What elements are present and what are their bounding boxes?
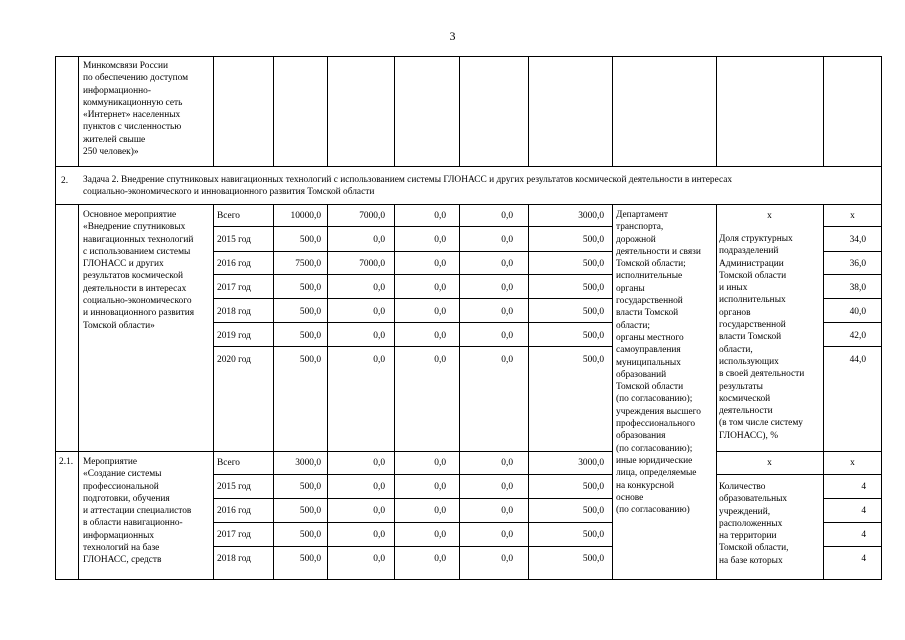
column-divider [612,204,613,580]
indicator-value: 42,0 [849,331,866,341]
year-cell: Всего [217,458,240,468]
indicator-value: 4 [861,506,866,516]
indicator-value: 4 [861,482,866,492]
regional-cell: 0,0 [434,235,446,245]
indicator-text: Количество образовательных учреждений, расположенных на территории Томской области, на базе которых [719,482,789,566]
local-cell: 0,0 [501,283,513,293]
federal-cell: 7000,0 [359,211,385,221]
row-divider [823,522,882,523]
indicator-text: Доля структурных подразделений Администрации Томской области и иных исполнительных органов государственной власти Томской области, использующих в своей деятельности результаты космической деятельности (в том числе систему ГЛОНАСС), % [719,234,805,441]
year-cell: 2015 год [217,235,251,245]
regional-cell: 0,0 [434,283,446,293]
column-divider [459,56,460,166]
row-divider [716,451,882,452]
indicator-header-value: х [850,458,855,468]
indicator-value: 4 [861,530,866,540]
federal-cell: 0,0 [373,283,385,293]
other-cell: 3000,0 [578,211,604,221]
federal-cell: 0,0 [373,530,385,540]
other-cell: 500,0 [582,331,604,341]
row-divider [823,274,882,275]
table-border-right [881,56,882,580]
indicator-value: 34,0 [849,235,866,245]
year-cell: 2017 год [217,530,251,540]
total-cell: 500,0 [299,506,321,516]
regional-cell: 0,0 [434,482,446,492]
row-divider [823,322,882,323]
column-divider [78,56,79,166]
column-divider [213,56,214,166]
column-divider [327,56,328,166]
federal-cell: 0,0 [373,235,385,245]
column-divider [273,56,274,166]
row-divider [823,226,882,227]
federal-cell: 7000,0 [359,259,385,269]
column-divider [612,56,613,166]
total-cell: 3000,0 [295,458,321,468]
federal-cell: 0,0 [373,554,385,564]
total-cell: 10000,0 [290,211,321,221]
local-cell: 0,0 [501,355,513,365]
year-cell: 2018 год [217,554,251,564]
regional-cell: 0,0 [434,458,446,468]
regional-cell: 0,0 [434,530,446,540]
total-cell: 500,0 [299,355,321,365]
row-divider [823,298,882,299]
total-cell: 7500,0 [295,259,321,269]
total-cell: 500,0 [299,331,321,341]
row-divider [823,498,882,499]
federal-cell: 0,0 [373,355,385,365]
local-cell: 0,0 [501,554,513,564]
executors-text: Департамент транспорта, дорожной деятельности и связи Томской области; исполнительные органы государственной власти Томской области; органы местного самоуправления муниципальных образований Томской области (по согласованию); учреждения высшего профессионального образования (по согласованию); иные юридические лица, определяемые на конкурсной основе (по согласованию) [616,210,701,516]
indicator-header: х [767,211,772,221]
indicator-value: 40,0 [849,307,866,317]
other-cell: 500,0 [582,235,604,245]
year-cell: 2020 год [217,355,251,365]
regional-cell: 0,0 [434,554,446,564]
total-cell: 500,0 [299,530,321,540]
activity-2-1-name: Мероприятие «Создание системы профессиональной подготовки, обучения и аттестации специалистов в области навигационно- информационных технологий на базе ГЛОНАСС, средств [83,457,192,566]
row-divider [823,546,882,547]
program-table [55,56,882,580]
regional-cell: 0,0 [434,307,446,317]
table-border-left [55,56,56,580]
row-divider [55,166,882,167]
top-block-text: Минкомсвязи России по обеспечению доступом информационно- коммуникационную сеть «Интернет» населенных пунктов с численностью жителей свыше 250 человек)» [83,61,189,158]
total-cell: 500,0 [299,283,321,293]
federal-cell: 0,0 [373,307,385,317]
local-cell: 0,0 [501,307,513,317]
table-border-bottom [55,579,882,580]
regional-cell: 0,0 [434,355,446,365]
other-cell: 3000,0 [578,458,604,468]
indicator-header: х [767,458,772,468]
other-cell: 500,0 [582,530,604,540]
year-cell: 2017 год [217,283,251,293]
year-cell: 2016 год [217,259,251,269]
local-cell: 0,0 [501,530,513,540]
other-cell: 500,0 [582,554,604,564]
column-divider [394,56,395,166]
regional-cell: 0,0 [434,259,446,269]
total-cell: 500,0 [299,554,321,564]
column-divider [716,204,717,580]
year-cell: 2016 год [217,506,251,516]
main-activity-name: Основное мероприятие «Внедрение спутниковых навигационных технологий с использованием системы ГЛОНАСС и других результатов космической деятельности в интересах социально-экономического и инновационного развития Томской области» [83,210,195,331]
total-cell: 500,0 [299,235,321,245]
year-cell: Всего [217,211,240,221]
other-cell: 500,0 [582,355,604,365]
row-divider [823,346,882,347]
regional-cell: 0,0 [434,211,446,221]
row-divider [55,204,882,205]
federal-cell: 0,0 [373,458,385,468]
indicator-value: 38,0 [849,283,866,293]
local-cell: 0,0 [501,235,513,245]
regional-cell: 0,0 [434,331,446,341]
local-cell: 0,0 [501,482,513,492]
indicator-header-value: х [850,211,855,221]
indicator-value: 36,0 [849,259,866,269]
regional-cell: 0,0 [434,506,446,516]
other-cell: 500,0 [582,506,604,516]
year-cell: 2018 год [217,307,251,317]
local-cell: 0,0 [501,506,513,516]
local-cell: 0,0 [501,211,513,221]
column-divider [823,56,824,166]
page-number: 3 [449,29,456,43]
task-title: Задача 2. Внедрение спутниковых навигационных технологий с использованием системы ГЛОНАСС и других результатов космической деятельности в интересах социально-экономического и инновационного развития Томской области [83,175,733,198]
task-number: 2. [61,176,69,186]
year-cell: 2015 год [217,482,251,492]
row-divider [823,251,882,252]
column-divider [716,56,717,166]
federal-cell: 0,0 [373,482,385,492]
total-cell: 500,0 [299,482,321,492]
indicator-value: 4 [861,554,866,564]
row-divider [716,474,882,475]
column-divider [528,56,529,166]
federal-cell: 0,0 [373,331,385,341]
other-cell: 500,0 [582,307,604,317]
other-cell: 500,0 [582,283,604,293]
other-cell: 500,0 [582,259,604,269]
column-divider [213,204,214,580]
local-cell: 0,0 [501,259,513,269]
federal-cell: 0,0 [373,506,385,516]
indicator-value: 44,0 [849,355,866,365]
local-cell: 0,0 [501,458,513,468]
local-cell: 0,0 [501,331,513,341]
table-border-top [55,56,882,57]
column-divider [78,204,79,580]
activity-number: 2.1. [59,457,74,467]
year-cell: 2019 год [217,331,251,341]
other-cell: 500,0 [582,482,604,492]
total-cell: 500,0 [299,307,321,317]
